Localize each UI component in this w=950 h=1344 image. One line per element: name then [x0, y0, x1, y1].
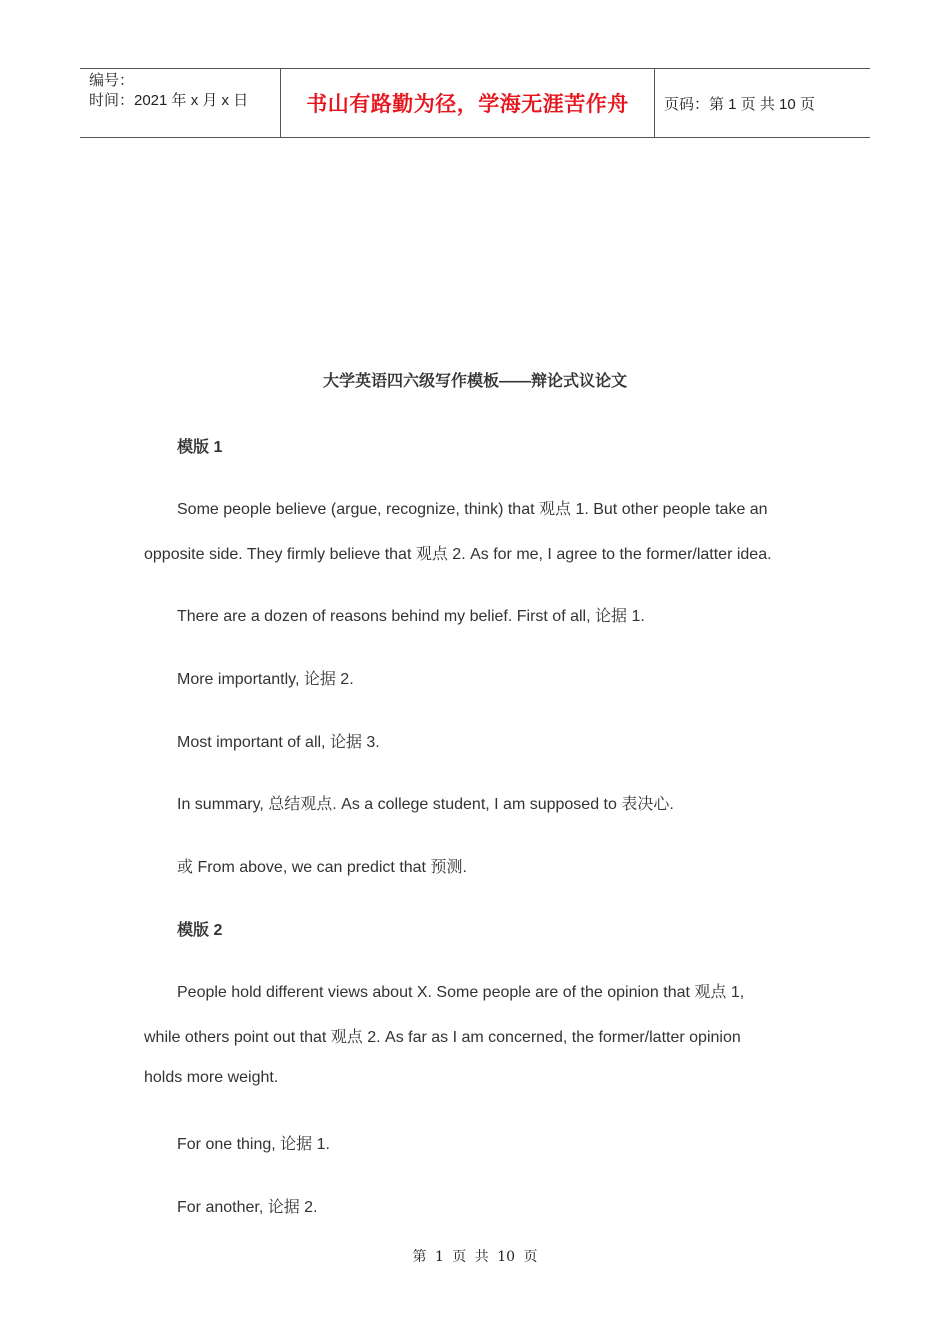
- page-info: 页码：第 1 页 共 10 页: [664, 95, 815, 113]
- page-footer: 第 1 页 共 10 页: [412, 1249, 538, 1265]
- template-1-paragraph-2: There are a dozen of reasons behind my belief. First of all, 论据 1.: [177, 608, 645, 625]
- date-label: 时间：2021 年 x 月 x 日: [89, 92, 249, 109]
- header-meta-cell: [80, 69, 281, 137]
- template-1-heading: 模版 1: [177, 439, 223, 456]
- template-2-paragraph-1-line-1: People hold different views about X. Some people are of the opinion that 观点 1,: [177, 984, 745, 1001]
- header-motto-cell: [281, 69, 655, 137]
- header-table: [80, 68, 870, 138]
- motto-text: 书山有路勤为径，学海无涯苦作舟: [306, 92, 629, 116]
- template-1-paragraph-3: More importantly, 论据 2.: [177, 671, 354, 688]
- template-2-paragraph-1-line-2: while others point out that 观点 2. As far as I am concerned, the former/latter opinion: [144, 1029, 741, 1046]
- header-page-cell: [655, 69, 870, 137]
- template-1-paragraph-6: 或 From above, we can predict that 预测.: [177, 859, 467, 876]
- template-1-paragraph-5: In summary, 总结观点. As a college student, I am supposed to 表决心.: [177, 796, 674, 813]
- template-2-heading: 模版 2: [177, 922, 223, 939]
- template-2-paragraph-3: For another, 论据 2.: [177, 1199, 318, 1216]
- template-2-paragraph-2: For one thing, 论据 1.: [177, 1136, 330, 1153]
- template-1-paragraph-1-line-1: Some people believe (argue, recognize, think) that 观点 1. But other people take an: [177, 501, 768, 518]
- template-1-paragraph-4: Most important of all, 论据 3.: [177, 734, 380, 751]
- template-2-paragraph-1-line-3: holds more weight.: [144, 1069, 279, 1086]
- document-title: 大学英语四六级写作模板——辩论式议论文: [322, 373, 627, 390]
- template-1-paragraph-1-line-2: opposite side. They firmly believe that 观点 2. As for me, I agree to the former/latter idea.: [144, 546, 772, 563]
- number-label: 编号：: [89, 72, 135, 89]
